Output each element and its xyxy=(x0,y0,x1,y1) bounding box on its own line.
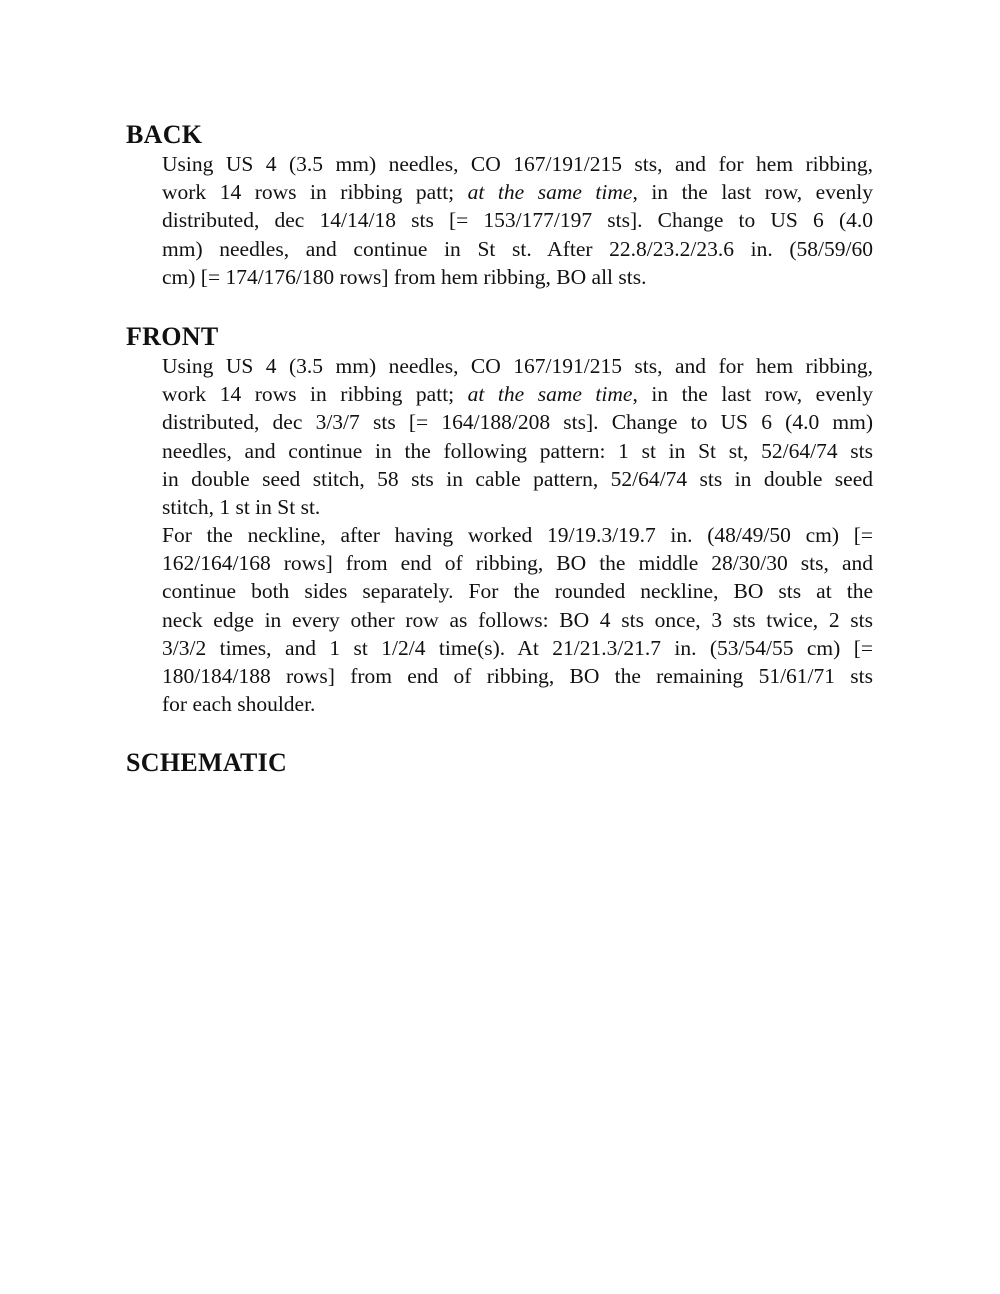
front-line: Using US 4 (3.5 mm) needles, CO 167/191/215 sts, and for hem ribbing, xyxy=(162,354,873,378)
back-instructions xyxy=(162,150,873,291)
back-heading: BACK xyxy=(126,120,203,149)
back-line: work 14 rows in ribbing patt; at the same time, in the last row, evenly xyxy=(162,180,873,205)
front-heading: FRONT xyxy=(126,322,219,351)
back-line: distributed, dec 14/14/18 sts [= 153/177/197 sts]. Change to US 6 (4.0 xyxy=(162,208,873,233)
schematic-heading: SCHEMATIC xyxy=(126,748,288,777)
front-line: in double seed stitch, 58 sts in cable pattern, 52/64/74 sts in double seed xyxy=(162,466,873,491)
neckline-instructions xyxy=(162,521,873,718)
emphasis-text: at the same time xyxy=(467,382,633,407)
neckline-line: 3/3/2 times, and 1 st 1/2/4 time(s). At 21/21.3/21.7 in. (53/54/55 cm) [= xyxy=(162,635,873,660)
emphasis-text: at the same time xyxy=(467,180,633,205)
neckline-line: For the neckline, after having worked 19/19.3/19.7 in. (48/49/50 cm) [= xyxy=(162,523,873,547)
neckline-line: for each shoulder. xyxy=(162,692,316,717)
neckline-line: 180/184/188 rows] from end of ribbing, BO the remaining 51/61/71 sts xyxy=(162,664,873,689)
front-line: stitch, 1 st in St st. xyxy=(162,495,321,520)
front-instructions xyxy=(162,352,873,521)
neckline-line: neck edge in every other row as follows: BO 4 sts once, 3 sts twice, 2 sts xyxy=(162,607,873,632)
neckline-line: 162/164/168 rows] from end of ribbing, BO the middle 28/30/30 sts, and xyxy=(162,551,873,576)
front-line: work 14 rows in ribbing patt; at the same time, in the last row, evenly xyxy=(162,382,873,407)
back-line: mm) needles, and continue in St st. After 22.8/23.2/23.6 in. (58/59/60 xyxy=(162,236,873,261)
back-line: Using US 4 (3.5 mm) needles, CO 167/191/215 sts, and for hem ribbing, xyxy=(162,152,873,176)
front-line: needles, and continue in the following pattern: 1 st in St st, 52/64/74 sts xyxy=(162,438,873,463)
front-line: distributed, dec 3/3/7 sts [= 164/188/208 sts]. Change to US 6 (4.0 mm) xyxy=(162,410,873,435)
back-line: cm) [= 174/176/180 rows] from hem ribbing, BO all sts. xyxy=(162,264,647,289)
neckline-line: continue both sides separately. For the rounded neckline, BO sts at the xyxy=(162,579,873,604)
